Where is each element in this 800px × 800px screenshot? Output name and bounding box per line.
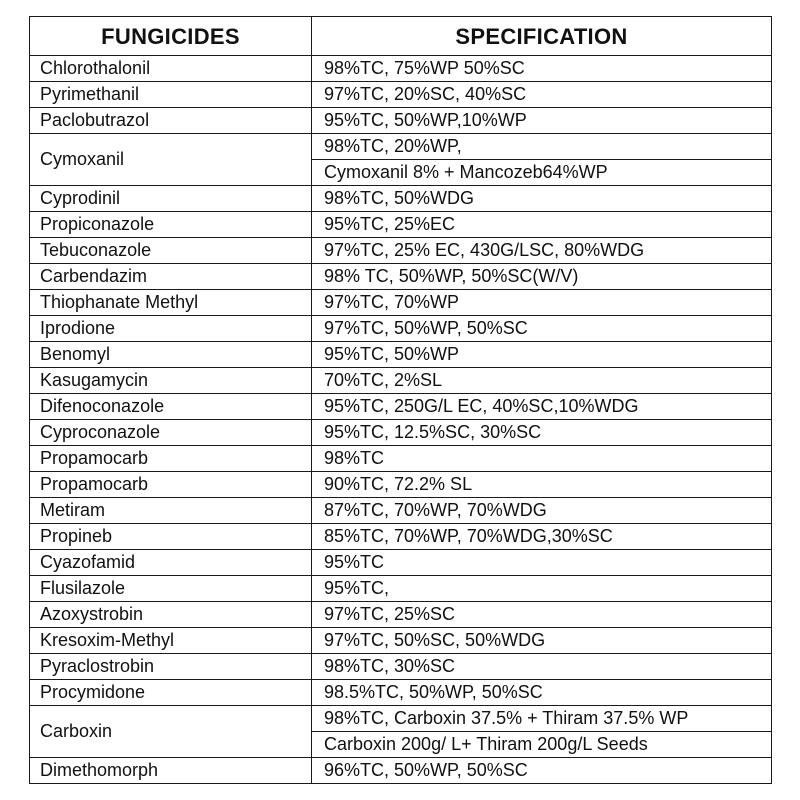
fungicide-specification: 97%TC, 25%SC <box>312 602 772 628</box>
table-row <box>30 576 772 602</box>
table-row <box>30 56 772 82</box>
table-row <box>30 472 772 498</box>
fungicide-specification: 96%TC, 50%WP, 50%SC <box>312 758 772 784</box>
fungicide-name: Kasugamycin <box>30 368 312 394</box>
fungicide-name: Thiophanate Methyl <box>30 290 312 316</box>
table-row <box>30 394 772 420</box>
fungicide-name: Iprodione <box>30 316 312 342</box>
fungicide-specification: 98%TC, 20%WP, <box>312 134 772 160</box>
table-row <box>30 550 772 576</box>
fungicide-specification: 85%TC, 70%WP, 70%WDG,30%SC <box>312 524 772 550</box>
fungicide-specification: 95%TC, 250G/L EC, 40%SC,10%WDG <box>312 394 772 420</box>
table-row <box>30 368 772 394</box>
fungicide-specification: 95%TC, <box>312 576 772 602</box>
header-row <box>30 17 772 56</box>
fungicide-specification: 98%TC, 50%WDG <box>312 186 772 212</box>
fungicide-specification: 95%TC, 50%WP,10%WP <box>312 108 772 134</box>
fungicide-name: Propineb <box>30 524 312 550</box>
fungicide-name: Kresoxim-Methyl <box>30 628 312 654</box>
fungicide-specification: Cymoxanil 8% + Mancozeb64%WP <box>312 160 772 186</box>
table-row <box>30 706 772 732</box>
table-row <box>30 238 772 264</box>
fungicide-name: Cyazofamid <box>30 550 312 576</box>
fungicide-name: Carboxin <box>30 706 312 758</box>
table-row <box>30 82 772 108</box>
fungicide-specification: 98% TC, 50%WP, 50%SC(W/V) <box>312 264 772 290</box>
table-row <box>30 186 772 212</box>
fungicides-table <box>29 16 772 784</box>
table-row <box>30 264 772 290</box>
fungicide-name: Difenoconazole <box>30 394 312 420</box>
fungicide-name: Chlorothalonil <box>30 56 312 82</box>
fungicide-specification: 95%TC, 50%WP <box>312 342 772 368</box>
table-row <box>30 524 772 550</box>
fungicide-name: Flusilazole <box>30 576 312 602</box>
fungicide-name: Tebuconazole <box>30 238 312 264</box>
fungicide-name: Metiram <box>30 498 312 524</box>
fungicide-specification: 90%TC, 72.2% SL <box>312 472 772 498</box>
table-row <box>30 498 772 524</box>
table-row <box>30 602 772 628</box>
table-row <box>30 108 772 134</box>
fungicide-name: Cymoxanil <box>30 134 312 186</box>
table-row <box>30 680 772 706</box>
fungicide-name: Propiconazole <box>30 212 312 238</box>
fungicide-specification: 98.5%TC, 50%WP, 50%SC <box>312 680 772 706</box>
fungicide-specification: 97%TC, 70%WP <box>312 290 772 316</box>
fungicide-specification: 87%TC, 70%WP, 70%WDG <box>312 498 772 524</box>
fungicide-specification: Carboxin 200g/ L+ Thiram 200g/L Seeds <box>312 732 772 758</box>
table-row <box>30 342 772 368</box>
fungicide-specification: 97%TC, 25% EC, 430G/LSC, 80%WDG <box>312 238 772 264</box>
table-row <box>30 290 772 316</box>
fungicide-specification: 97%TC, 20%SC, 40%SC <box>312 82 772 108</box>
header-fungicides: FUNGICIDES <box>30 17 312 56</box>
fungicide-specification: 95%TC, 25%EC <box>312 212 772 238</box>
fungicide-name: Pyraclostrobin <box>30 654 312 680</box>
table-row <box>30 654 772 680</box>
fungicide-specification: 97%TC, 50%WP, 50%SC <box>312 316 772 342</box>
fungicide-name: Cyprodinil <box>30 186 312 212</box>
fungicide-name: Dimethomorph <box>30 758 312 784</box>
table-row <box>30 446 772 472</box>
table-body <box>30 56 772 784</box>
fungicide-specification: 95%TC, 12.5%SC, 30%SC <box>312 420 772 446</box>
table-row <box>30 134 772 160</box>
fungicide-specification: 70%TC, 2%SL <box>312 368 772 394</box>
fungicide-specification: 98%TC, 75%WP 50%SC <box>312 56 772 82</box>
table-row <box>30 758 772 784</box>
fungicide-name: Cyproconazole <box>30 420 312 446</box>
table-row <box>30 212 772 238</box>
fungicide-name: Propamocarb <box>30 472 312 498</box>
table-row <box>30 316 772 342</box>
fungicide-specification: 97%TC, 50%SC, 50%WDG <box>312 628 772 654</box>
fungicide-specification: 98%TC, 30%SC <box>312 654 772 680</box>
fungicide-name: Azoxystrobin <box>30 602 312 628</box>
fungicide-specification: 95%TC <box>312 550 772 576</box>
fungicide-name: Pyrimethanil <box>30 82 312 108</box>
fungicide-name: Benomyl <box>30 342 312 368</box>
table-row <box>30 628 772 654</box>
fungicide-name: Carbendazim <box>30 264 312 290</box>
header-specification: SPECIFICATION <box>312 17 772 56</box>
fungicide-specification: 98%TC <box>312 446 772 472</box>
fungicide-name: Propamocarb <box>30 446 312 472</box>
fungicide-specification: 98%TC, Carboxin 37.5% + Thiram 37.5% WP <box>312 706 772 732</box>
table-row <box>30 420 772 446</box>
fungicide-name: Paclobutrazol <box>30 108 312 134</box>
fungicide-name: Procymidone <box>30 680 312 706</box>
